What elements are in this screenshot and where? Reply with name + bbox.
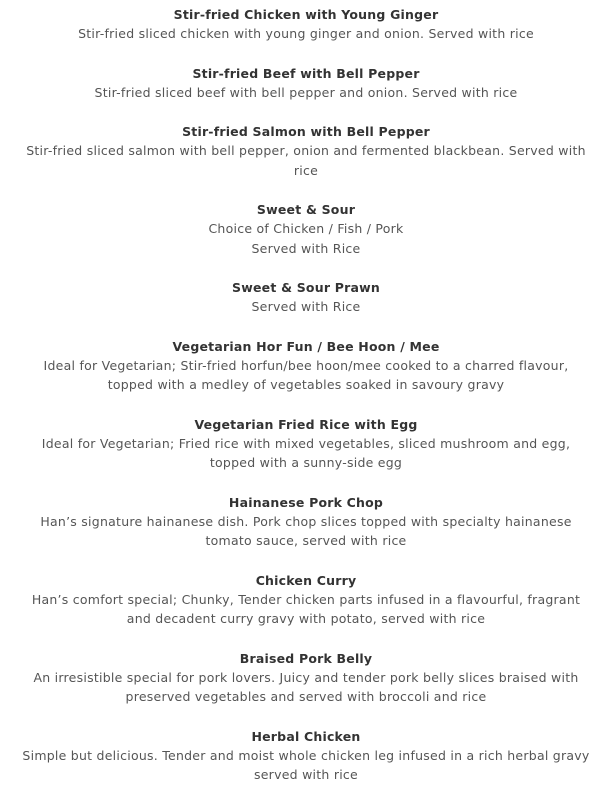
description-line: Han’s comfort special; Chunky, Tender chicken parts infused in a flavourful, fragrant [31, 591, 581, 607]
menu-item-title: Vegetarian Hor Fun / Bee Hoon / Mee [172, 338, 440, 354]
menu-item [0, 337, 612, 395]
description-line: An irresistible special for pork lovers. Juicy and tender pork belly slices braised with [33, 669, 579, 685]
menu-item [0, 122, 612, 180]
menu-item [0, 415, 612, 473]
description-line: Choice of Chicken / Fish / Pork [208, 221, 404, 236]
description-line: served with rice [253, 767, 358, 782]
description-line: Ideal for Vegetarian; Fried rice with mixed vegetables, sliced mushroom and egg, [41, 435, 571, 451]
menu-item-description [14, 434, 598, 473]
description-line: Served with Rice [251, 299, 361, 314]
menu-item-description [14, 141, 598, 180]
menu-item-description [14, 512, 598, 551]
description-line: rice [293, 162, 319, 178]
description-line: and decadent curry gravy with potato, served with rice [126, 611, 486, 626]
menu-item-title: Stir-fried Chicken with Young Ginger [173, 7, 439, 22]
description-line: Stir-fried sliced chicken with young ginger and onion. Served with rice [78, 26, 534, 41]
menu-item-title: Hainanese Pork Chop [228, 494, 384, 510]
description-line: preserved vegetables and served with broccoli and rice [125, 689, 487, 704]
menu-item [0, 200, 612, 258]
description-line: topped with a sunny-side egg [209, 455, 403, 470]
description-line: Stir-fried sliced salmon with bell pepper, onion and fermented blackbean. Served with [26, 143, 586, 158]
description-line: Simple but delicious. Tender and moist whole chicken leg infused in a rich herbal gravy [22, 747, 590, 763]
menu-item [0, 571, 612, 629]
menu-item-title: Vegetarian Fried Rice with Egg [194, 416, 418, 432]
menu-item-title: Stir-fried Salmon with Bell Pepper [182, 124, 430, 139]
menu-item-description [14, 668, 598, 707]
menu-item [0, 493, 612, 551]
menu-item-description [14, 590, 598, 629]
menu-item [0, 5, 612, 44]
menu-item-description [14, 356, 598, 395]
menu-item-description [14, 746, 598, 785]
menu-item-title: Herbal Chicken [251, 728, 361, 744]
menu-item-title: Braised Pork Belly [239, 650, 373, 666]
description-line: topped with a medley of vegetables soaked in savoury gravy [107, 377, 505, 392]
menu-item-description [14, 24, 598, 44]
menu-item [0, 278, 612, 317]
description-line: Ideal for Vegetarian; Stir-fried horfun/bee hoon/mee cooked to a charred flavour, [43, 357, 569, 373]
description-line: Stir-fried sliced beef with bell pepper and onion. Served with rice [94, 84, 518, 100]
menu-item-title: Chicken Curry [255, 572, 357, 588]
menu-item [0, 727, 612, 785]
menu-item-title: Sweet & Sour Prawn [232, 280, 380, 295]
menu-item-title: Stir-fried Beef with Bell Pepper [192, 65, 420, 81]
menu-item [0, 649, 612, 707]
menu-item-title: Sweet & Sour [256, 202, 356, 217]
menu-item-description [14, 83, 598, 103]
menu-item-description [14, 297, 598, 317]
description-line: tomato sauce, served with rice [205, 533, 407, 548]
description-line: Han’s signature hainanese dish. Pork chop slices topped with specialty hainanese [40, 513, 572, 529]
menu-item-description [14, 219, 598, 258]
menu-item [0, 64, 612, 103]
description-line: Served with Rice [251, 240, 361, 256]
